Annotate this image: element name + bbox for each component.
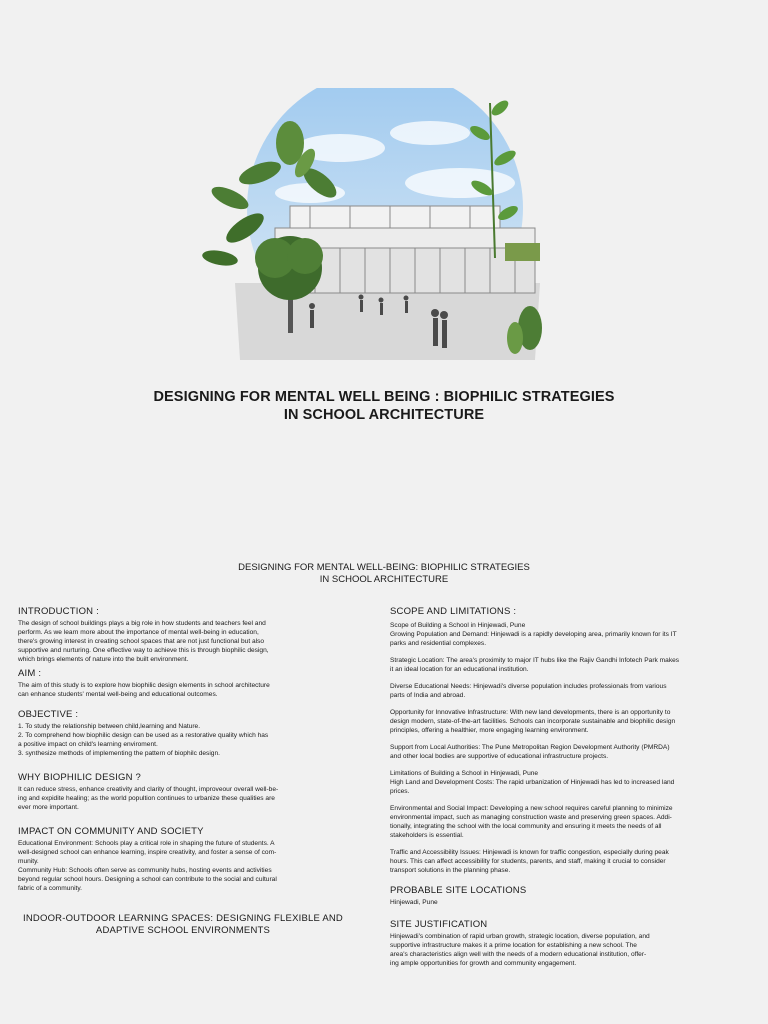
scope-line: hours. This can affect accessibility for students, parents, and staff, making it crucial to consider: [390, 858, 666, 865]
scope-line: High Land and Development Costs: The rapid urbanization of Hinjewadi has led to increased land: [390, 779, 675, 786]
scope-line: Traffic and Accessibility Issues: Hinjewadi is known for traffic congestion, especially during peak: [390, 849, 669, 856]
indoor-outdoor-heading: [18, 913, 348, 937]
aim-line: can enhance students' mental well-being and educational outcomes.: [18, 691, 218, 698]
why-biophilic-heading: WHY BIOPHILIC DESIGN ?: [18, 772, 142, 783]
objective-heading: OBJECTIVE :: [18, 709, 79, 720]
limitations-paragraph: [390, 804, 748, 840]
scope-paragraph: [390, 743, 748, 761]
impact-line: munity.: [18, 858, 39, 865]
probable-site-body: [390, 898, 748, 907]
probable-site-section: [390, 885, 748, 907]
site-justification-heading: SITE JUSTIFICATION: [390, 919, 488, 930]
scope-paragraph: [390, 708, 748, 735]
intro-line: there's growing interest in creating school spaces that are not just functional but also: [18, 638, 265, 645]
why-biophilic-body: [18, 785, 348, 812]
probable-site-heading: PROBABLE SITE LOCATIONS: [390, 885, 527, 896]
subtitle-line-2: IN SCHOOL ARCHITECTURE: [319, 574, 449, 585]
introduction-body: [18, 619, 348, 664]
scope-line: stakeholders is essential.: [390, 832, 464, 839]
why-line: ing and expidite healing; as the world popultion continues to urbanize these qualities are: [18, 795, 275, 802]
justification-line: Hinjewadi's combination of rapid urban growth, strategic location, diverse population, and: [390, 933, 650, 940]
site-justification-body: [390, 932, 748, 968]
scope-line: parts of India and abroad.: [390, 692, 466, 699]
scope-line: Limitations of Building a School in Hinjewadi, Pune: [390, 770, 539, 777]
hero-illustration: [190, 88, 560, 363]
scope-paragraph: [390, 621, 748, 648]
impact-body: [18, 839, 348, 893]
indoor-outdoor-line-1: INDOOR-OUTDOOR LEARNING SPACES: DESIGNING FLEXIBLE AND: [23, 913, 343, 924]
section-subtitle: [160, 562, 608, 586]
left-column: [18, 606, 348, 937]
scope-line: it an ideal location for an educational institution.: [390, 666, 529, 673]
objective-line: 2. To comprehend how biophilic design can be used as a restorative quality which has: [18, 732, 269, 739]
scope-paragraph: [390, 682, 748, 700]
right-column: [390, 606, 748, 968]
justification-line: supportive infrastructure makes it a prime location for establishing a new school. The: [390, 942, 637, 949]
scope-line: Strategic Location: The area's proximity to major IT hubs like the Rajiv Gandhi Infotech Park makes: [390, 657, 680, 664]
scope-line: environmental impact, such as managing construction waste and preserving green spaces. Addi-: [390, 814, 672, 821]
scope-line: tionally, integrating the school with the local community and ensuring it meets the needs of all: [390, 823, 662, 830]
aim-section: [18, 668, 348, 699]
page-title-line-1: DESIGNING FOR MENTAL WELL BEING : BIOPHILIC STRATEGIES: [153, 389, 615, 405]
scope-paragraph: [390, 656, 748, 674]
scope-line: Environmental and Social Impact: Developing a new school requires careful planning to minimize: [390, 805, 673, 812]
why-line: ever more important.: [18, 804, 79, 811]
green-roof: [505, 243, 540, 261]
scope-line: Support from Local Authorities: The Pune Metropolitan Region Development Authority (PMRDA): [390, 744, 670, 751]
scope-line: design modern, state-of-the-art facilities. Schools can incorporate sustainable and biophilic design: [390, 718, 676, 725]
impact-line: Community Hub: Schools often serve as community hubs, hosting events and activities: [18, 867, 272, 874]
why-line: It can reduce stress, enhance creativity and clarity of thought, improveour overall well-be-: [18, 786, 279, 793]
intro-line: supportive and nurturing. One effective way to achieve this is through biophilic design,: [18, 647, 269, 654]
scope-line: and other local bodies are supportive of educational infrastructure projects.: [390, 753, 609, 760]
impact-line: well-designed school can enhance learning, inspire creativity, and foster a sense of com-: [18, 849, 277, 856]
page-title-line-2: IN SCHOOL ARCHITECTURE: [283, 407, 485, 423]
aim-body: [18, 681, 348, 699]
impact-heading: IMPACT ON COMMUNITY AND SOCIETY: [18, 826, 204, 837]
intro-line: The design of school buildings plays a big role in how students and teachers feel and: [18, 620, 266, 627]
limitations-paragraph: [390, 769, 748, 796]
introduction-section: [18, 606, 348, 664]
intro-line: perform. As we learn more about the importance of mental well-being in education,: [18, 629, 259, 636]
scope-line: Scope of Building a School in Hinjewadi, Pune: [390, 622, 526, 629]
scope-heading: SCOPE AND LIMITATIONS :: [390, 606, 517, 617]
scope-line: parks and residential complexes.: [390, 640, 487, 647]
why-biophilic-section: [18, 772, 348, 812]
intro-line: which brings elements of nature into the built environment.: [18, 656, 189, 663]
objective-body: [18, 722, 348, 758]
page-title: [60, 388, 708, 424]
introduction-heading: INTRODUCTION :: [18, 606, 99, 617]
justification-line: area's characteristics align well with the needs of a modern educational institution, offer-: [390, 951, 647, 958]
subtitle-line-1: DESIGNING FOR MENTAL WELL-BEING: BIOPHILIC STRATEGIES: [238, 562, 530, 573]
probable-line: Hinjewadi, Pune: [390, 899, 438, 906]
aim-heading: AIM :: [18, 668, 42, 679]
indoor-outdoor-line-2: ADAPTIVE SCHOOL ENVIRONMENTS: [95, 925, 271, 936]
scope-line: Diverse Educational Needs: Hinjewadi's diverse population includes professionals from various: [390, 683, 667, 690]
scope-line: Opportunity for Innovative Infrastructure: With new land developments, there is an opportunity to: [390, 709, 671, 716]
limitations-paragraph: [390, 848, 748, 875]
impact-line: fabric of a community.: [18, 885, 83, 892]
scope-line: prices.: [390, 788, 410, 795]
objective-line: 3. synthesize methods of implementing the pattern of biophilc design.: [18, 750, 220, 757]
site-justification-section: [390, 919, 748, 968]
scope-line: principles, offering a healthier, more engaging learning environment.: [390, 727, 589, 734]
objective-section: [18, 709, 348, 758]
impact-line: beyond regular school hours. Designing a school can contribute to the social and cultural: [18, 876, 277, 883]
impact-line: Educational Environment: Schools play a critical role in shaping the future of students. A: [18, 840, 275, 847]
objective-line: 1. To study the relationship between child,learning and Nature.: [18, 723, 201, 730]
objective-line: a positive impact on child's learning enviroment.: [18, 741, 158, 748]
justification-line: ing ample opportunities for growth and community engagement.: [390, 960, 577, 967]
scope-section: [390, 606, 748, 875]
aim-line: The aim of this study is to explore how biophilic design elements in school architecture: [18, 682, 270, 689]
impact-section: [18, 826, 348, 893]
scope-line: transport solutions in the planning phase.: [390, 867, 511, 874]
scope-line: Growing Population and Demand: Hinjewadi is a rapidly developing area, primarily known for its IT: [390, 631, 677, 638]
